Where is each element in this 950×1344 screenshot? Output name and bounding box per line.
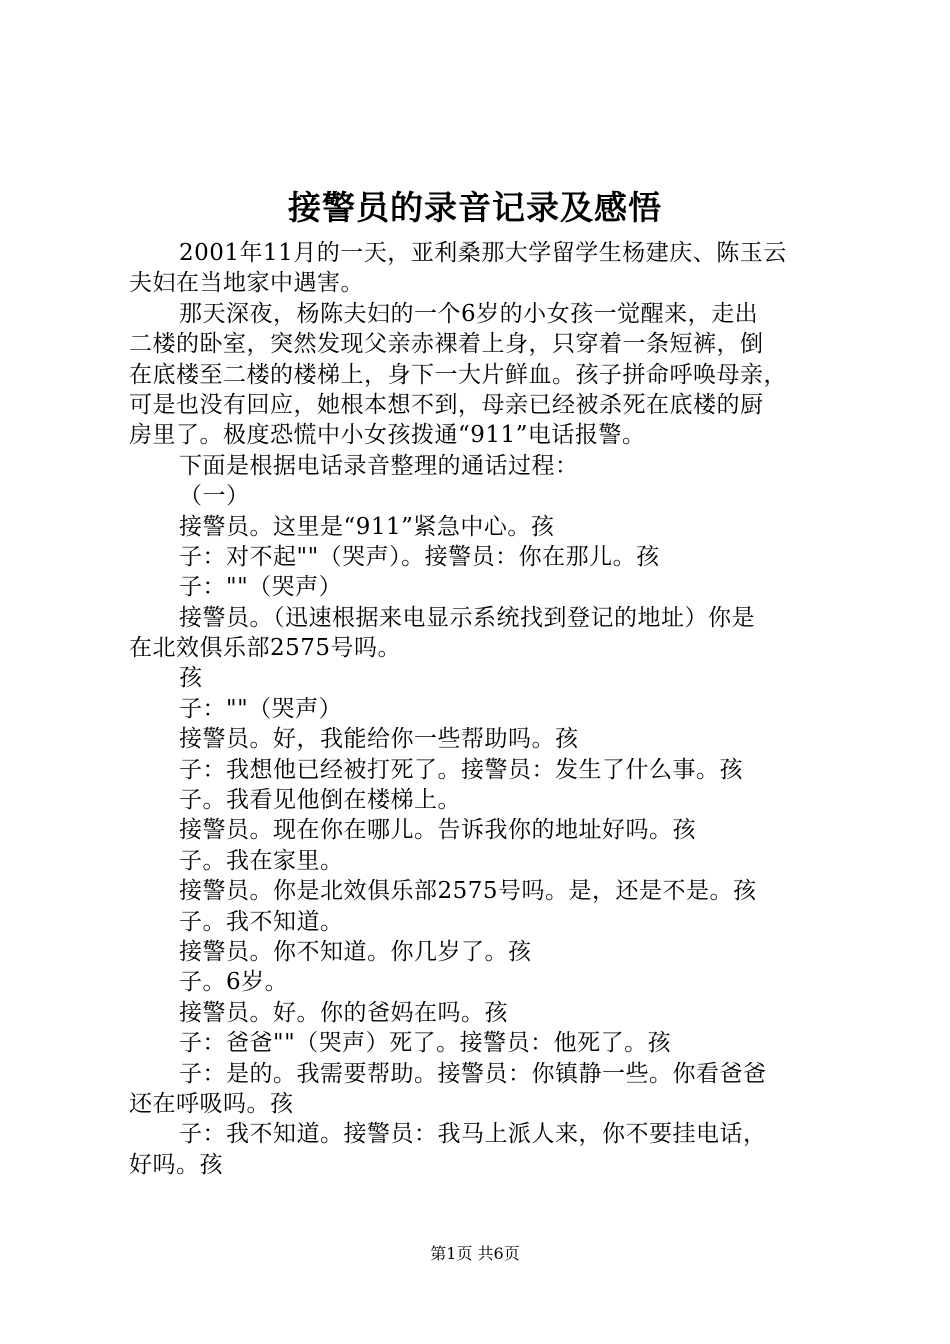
text-line: 房里了。极度恐慌中小女孩拨通“911”电话报警。 — [129, 422, 646, 449]
text-line: 下面是根据电话录音整理的通话过程： — [179, 452, 579, 479]
text-line: 子：爸爸""（哭声）死了。接警员：他死了。孩 — [179, 1030, 672, 1057]
text-line: 孩 — [179, 665, 203, 692]
text-line: 子：""（哭声） — [179, 695, 343, 722]
page-footer: 第1页 共6页 — [430, 1244, 520, 1263]
text-line: 夫妇在当地家中遇害。 — [129, 270, 364, 297]
text-line: 接警员。这里是“911”紧急中心。孩 — [179, 513, 555, 540]
text-line: 还在呼吸吗。孩 — [129, 1090, 294, 1117]
text-line: 子：是的。我需要帮助。接警员：你镇静一些。你看爸爸 — [179, 1060, 767, 1087]
text-line: 子：""（哭声） — [179, 574, 343, 601]
text-line: （一） — [179, 483, 250, 510]
text-line: 子：我想他已经被打死了。接警员：发生了什么事。孩 — [179, 756, 743, 783]
text-line: 好吗。孩 — [129, 1151, 223, 1178]
text-line: 接警员。现在你在哪儿。告诉我你的地址好吗。孩 — [179, 817, 696, 844]
text-line: 接警员。好，我能给你一些帮助吗。孩 — [179, 726, 579, 753]
text-line: 接警员。你是北效俱乐部2575号吗。是，还是不是。孩 — [179, 878, 757, 905]
text-line: 子：我不知道。接警员：我马上派人来，你不要挂电话， — [179, 1121, 767, 1148]
text-line: 2001年11月的一天，亚利桑那大学留学生杨建庆、陈玉云 — [179, 240, 787, 266]
text-line: 子。我看见他倒在楼梯上。 — [179, 787, 461, 814]
text-line: 子。6岁。 — [179, 969, 289, 996]
text-line: 二楼的卧室，突然发现父亲赤裸着上身，只穿着一条短裤，倒 — [129, 331, 764, 358]
text-line: 接警员。（迅速根据来电显示系统找到登记的地址）你是 — [179, 604, 755, 631]
text-line: 可是也没有回应，她根本想不到，母亲已经被杀死在底楼的厨 — [129, 391, 764, 418]
text-line: 接警员。你不知道。你几岁了。孩 — [179, 938, 532, 965]
text-line: 在北效俱乐部2575号吗。 — [129, 635, 402, 662]
text-line: 子。我不知道。 — [179, 908, 344, 935]
document-body — [129, 238, 834, 1180]
text-line: 在底楼至二楼的楼梯上，身下一大片鲜血。孩子拼命呼唤母亲， — [129, 361, 787, 388]
text-line: 子。我在家里。 — [179, 847, 344, 874]
text-line: 接警员。好。你的爸妈在吗。孩 — [179, 999, 508, 1026]
text-line: 子：对不起""（哭声）。接警员：你在那儿。孩 — [179, 543, 660, 570]
document-title: 接警员的录音记录及感悟 — [288, 188, 662, 227]
text-line: 那天深夜，杨陈夫妇的一个6岁的小女孩一觉醒来，走出 — [179, 300, 759, 327]
